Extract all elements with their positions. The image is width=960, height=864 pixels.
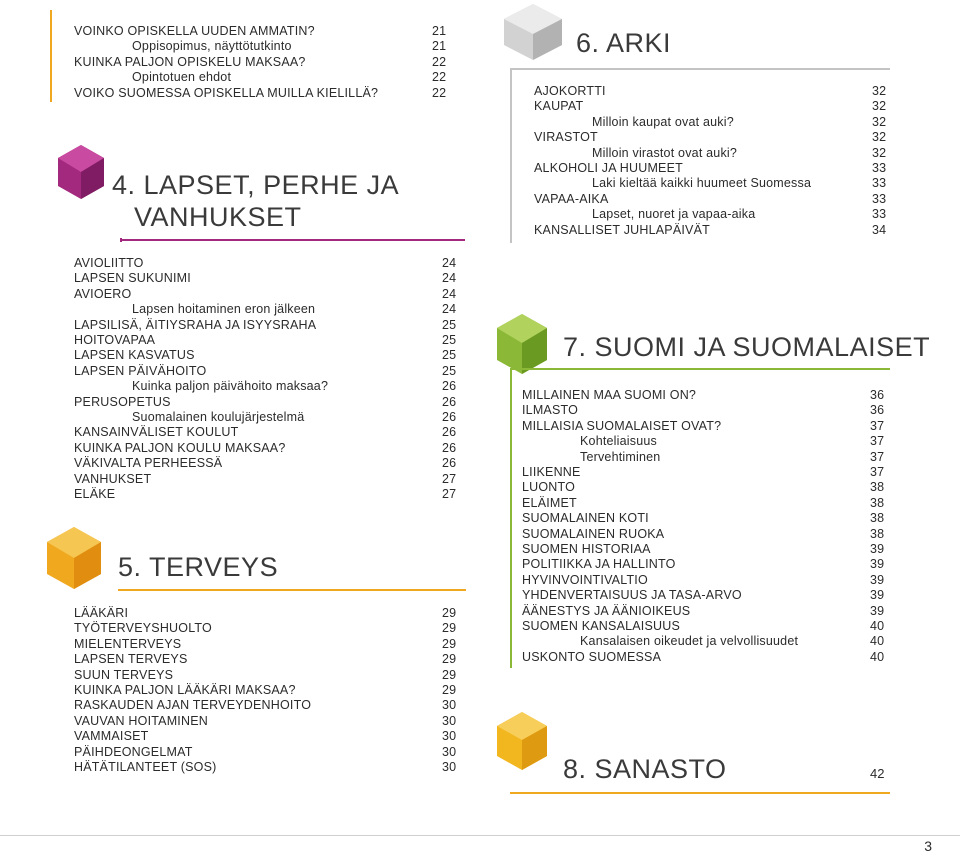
toc-entry-page: 29 — [442, 683, 457, 697]
toc-entry-page: 36 — [870, 403, 885, 418]
toc-entry-page: 25 — [442, 348, 457, 363]
toc-entry-page: 39 — [870, 572, 885, 587]
page-footer-line — [0, 835, 960, 836]
toc-entry-page: 25 — [442, 333, 457, 347]
grey-cube-icon — [500, 2, 566, 62]
toc-entry-page: 39 — [870, 542, 885, 556]
toc-entry-page: 24 — [442, 271, 457, 286]
toc-entry-page: 26 — [442, 456, 457, 471]
toc-entry-title: ILMASTO — [522, 403, 579, 418]
toc-entry-page: 30 — [442, 729, 457, 744]
toc-entry-page: 32 — [872, 114, 887, 129]
toc-entry-page: 21 — [432, 39, 447, 54]
toc-entry-title: AVIOERO — [74, 286, 132, 301]
toc-entry-page: 34 — [872, 222, 887, 237]
toc-entry-page: 37 — [870, 418, 885, 433]
toc-entry-page: 24 — [442, 302, 457, 317]
toc-entry-title: AVIOLIITTO — [74, 256, 144, 270]
toc-entry-page: 25 — [442, 317, 457, 332]
toc-entry-page: 30 — [442, 698, 457, 713]
toc-entry-page: 26 — [442, 440, 457, 455]
toc-entry-title: KANSALLISET JUHLAPÄIVÄT — [534, 222, 710, 237]
toc-entry-title: YHDENVERTAISUUS JA TASA-ARVO — [522, 588, 742, 603]
section-4-divider — [120, 239, 465, 241]
toc-entry-page: 33 — [872, 191, 887, 206]
section-8-page: 42 — [870, 766, 885, 781]
pre-divider — [50, 10, 52, 102]
toc-entry-page: 38 — [870, 511, 885, 526]
magenta-cube-icon — [56, 143, 106, 201]
toc-entry-page: 26 — [442, 379, 457, 394]
toc-entry-title: SUUN TERVEYS — [74, 667, 174, 682]
toc-entry-page: 21 — [432, 24, 447, 38]
toc-entry-title: USKONTO SUOMESSA — [522, 649, 662, 664]
toc-entry-page: 40 — [870, 619, 885, 633]
section-8-title: 8. SANASTO — [563, 754, 727, 784]
toc-entry-page: 32 — [872, 145, 887, 160]
section-5-title: 5. TERVEYS — [118, 552, 279, 582]
toc-entry-title: VANHUKSET — [74, 471, 152, 486]
toc-entry-page: 24 — [442, 256, 457, 270]
toc-entry-title: Tervehtiminen — [580, 449, 661, 464]
toc-entry-page: 32 — [872, 99, 887, 114]
toc-entry-title: LAPSEN TERVEYS — [74, 652, 188, 667]
toc-entry-page: 29 — [442, 636, 457, 651]
toc-entry-page: 29 — [442, 667, 457, 682]
toc-entry-page: 33 — [872, 161, 887, 175]
toc-entry-page: 38 — [870, 495, 885, 510]
toc-entry-page: 30 — [442, 744, 457, 759]
toc-entry-title: Lapsen hoitaminen eron jälkeen — [132, 302, 316, 317]
toc-entry-page: 36 — [870, 388, 885, 402]
toc-entry-page: 27 — [442, 471, 457, 486]
toc-entry-title: PERUSOPETUS — [74, 394, 171, 409]
toc-entry-page: 22 — [432, 54, 447, 69]
toc-entry-title: AJOKORTTI — [534, 84, 606, 98]
toc-entry-page: 30 — [442, 713, 457, 728]
toc-entry-page: 27 — [442, 487, 457, 501]
toc-entry-page: 30 — [442, 760, 457, 774]
toc-entry-page: 39 — [870, 557, 885, 572]
yellow-cube-icon — [494, 710, 550, 772]
toc-entry-title: Lapset, nuoret ja vapaa-aika — [592, 207, 756, 222]
toc-entry-title: MILLAISIA SUOMALAISET OVAT? — [522, 418, 722, 433]
toc-entry-title: SUOMEN HISTORIAA — [522, 542, 651, 556]
toc-entry-title: ELÄKE — [74, 487, 116, 501]
toc-entry-title: Kohteliaisuus — [580, 434, 657, 449]
toc-entry-page: 37 — [870, 434, 885, 449]
section-7-title: 7. SUOMI JA SUOMALAISET — [563, 332, 931, 362]
toc-entry-title: LAPSEN KASVATUS — [74, 348, 195, 363]
green-cube-icon — [494, 312, 550, 376]
toc-entry-title: LÄÄKÄRI — [74, 606, 129, 620]
toc-entry-title: HOITOVAPAA — [74, 333, 156, 347]
toc-entry-title: Oppisopimus, näyttötutkinto — [132, 39, 292, 54]
orange-cube-icon — [44, 525, 104, 591]
toc-entry-page: 25 — [442, 363, 457, 378]
toc-entry-page: 26 — [442, 410, 457, 424]
toc-entry-title: Laki kieltää kaikki huumeet Suomessa — [592, 176, 812, 191]
toc-entry-page: 40 — [870, 634, 885, 649]
toc-entry-title: SUOMALAINEN RUOKA — [522, 526, 665, 541]
toc-entry-title: Milloin kaupat ovat auki? — [592, 114, 734, 129]
toc-entry-title: LAPSILISÄ, ÄITIYSRAHA JA ISYYSRAHA — [74, 317, 317, 332]
toc-entry-title: KUINKA PALJON KOULU MAKSAA? — [74, 440, 286, 455]
toc-entry-page: 37 — [870, 449, 885, 464]
toc-entry-title: TYÖTERVEYSHUOLTO — [74, 621, 212, 636]
toc-entry-title: VAUVAN HOITAMINEN — [74, 713, 208, 728]
toc-entry-title: Milloin virastot ovat auki? — [592, 145, 738, 160]
toc-entry-page: 38 — [870, 526, 885, 541]
toc-entry-page: 40 — [870, 649, 885, 664]
toc-entry-title: VAMMAISET — [74, 729, 149, 744]
toc-entry-page: 39 — [870, 588, 885, 603]
toc-entry-title: MIELENTERVEYS — [74, 636, 182, 651]
toc-entry-title: SUOMEN KANSALAISUUS — [522, 619, 681, 633]
toc-entry-title: Suomalainen koulujärjestelmä — [132, 410, 305, 424]
toc-entry-title: SUOMALAINEN KOTI — [522, 511, 649, 526]
toc-entry-page: 29 — [442, 621, 457, 636]
toc-entry-page: 37 — [870, 465, 885, 479]
section-6-divider-vertical — [510, 68, 512, 243]
section-4-title-line1: 4. LAPSET, PERHE JA — [112, 170, 400, 200]
toc-entry-title: MILLAINEN MAA SUOMI ON? — [522, 388, 697, 402]
toc-entry-title: VOINKO OPISKELLA UUDEN AMMATIN? — [74, 24, 315, 38]
toc-entry-title: HÄTÄTILANTEET (SOS) — [74, 760, 217, 774]
toc-entry-title: KAUPAT — [534, 99, 584, 114]
toc-entry-title: VAPAA-AIKA — [534, 191, 609, 206]
toc-entry-title: HYVINVOINTIVALTIO — [522, 572, 648, 587]
toc-entry-title: VOIKO SUOMESSA OPISKELLA MUILLA KIELILLÄ? — [74, 85, 379, 100]
toc-entry-title: LAPSEN SUKUNIMI — [74, 271, 191, 286]
section-7-divider-vertical — [510, 368, 512, 668]
toc-entry-title: KANSAINVÄLISET KOULUT — [74, 425, 239, 440]
toc-entry-title: POLITIIKKA JA HALLINTO — [522, 557, 676, 572]
section-4-title-line2: VANHUKSET — [134, 202, 302, 232]
toc-entry-title: KUINKA PALJON OPISKELU MAKSAA? — [74, 54, 306, 69]
toc-entry-title: VIRASTOT — [534, 130, 598, 145]
toc-entry-title: ELÄIMET — [522, 495, 577, 510]
toc-entry-title: ÄÄNESTYS JA ÄÄNIOIKEUS — [522, 603, 691, 618]
toc-entry-page: 39 — [870, 603, 885, 618]
toc-entry-title: Kuinka paljon päivähoito maksaa? — [132, 379, 329, 394]
toc-entry-page: 32 — [872, 84, 887, 98]
toc-entry-title: LIIKENNE — [522, 465, 581, 479]
section-6-divider — [510, 68, 890, 70]
toc-entry-page: 29 — [442, 652, 457, 667]
toc-entry-page: 22 — [432, 85, 447, 100]
toc-entry-page: 33 — [872, 176, 887, 191]
section-6-title: 6. ARKI — [576, 28, 672, 58]
toc-entry-page: 38 — [870, 480, 885, 495]
section-8-divider — [510, 792, 890, 794]
toc-entry-page: 22 — [432, 70, 447, 85]
toc-entry-title: Opintotuen ehdot — [132, 70, 232, 85]
toc-entry-title: ALKOHOLI JA HUUMEET — [534, 161, 683, 175]
page-number: 3 — [924, 838, 932, 854]
toc-entry-title: PÄIHDEONGELMAT — [74, 744, 193, 759]
toc-entry-title: Kansalaisen oikeudet ja velvollisuudet — [580, 634, 799, 649]
toc-entry-title: LUONTO — [522, 480, 576, 495]
toc-entry-page: 29 — [442, 606, 457, 620]
toc-entry-page: 26 — [442, 394, 457, 409]
toc-entry-page: 24 — [442, 286, 457, 301]
toc-entry-title: RASKAUDEN AJAN TERVEYDENHOITO — [74, 698, 312, 713]
toc-entry-title: LAPSEN PÄIVÄHOITO — [74, 363, 207, 378]
toc-entry-title: KUINKA PALJON LÄÄKÄRI MAKSAA? — [74, 683, 296, 697]
toc-entry-page: 33 — [872, 207, 887, 222]
toc-entry-page: 32 — [872, 130, 887, 145]
toc-entry-title: VÄKIVALTA PERHEESSÄ — [74, 456, 223, 471]
section-5-divider — [118, 589, 466, 591]
toc-entry-page: 26 — [442, 425, 457, 440]
section-7-divider — [510, 368, 890, 370]
